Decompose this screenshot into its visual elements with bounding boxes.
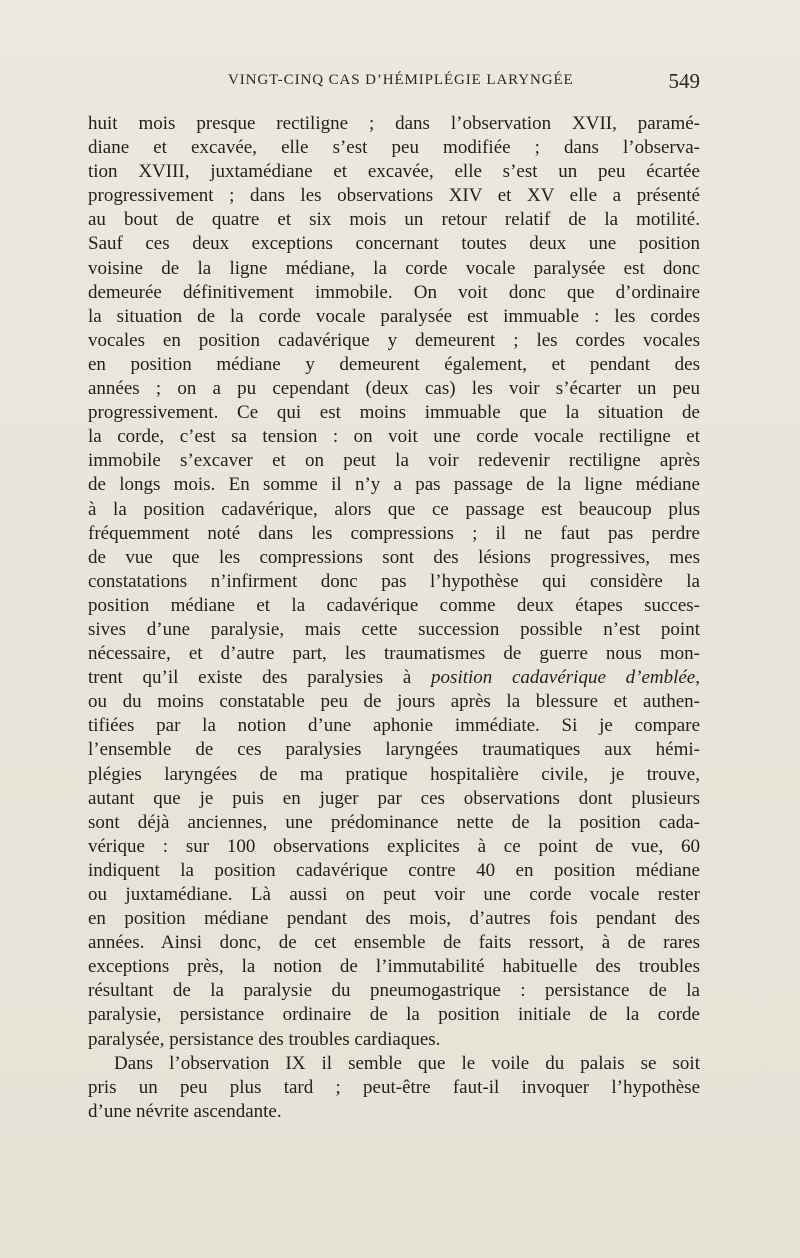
- text-line: position médiane et la cadavérique comme deux étapes succes-: [88, 594, 700, 616]
- text-line: Dans l’observation IX il semble que le voile du palais se soit: [114, 1052, 700, 1074]
- text-line: pris un peu plus tard ; peut-être faut-il invoquer l’hypothèse: [88, 1076, 700, 1098]
- text-line: fréquemment noté dans les compressions ; il ne faut pas perdre: [88, 522, 700, 544]
- text-line: exceptions près, la notion de l’immutabilité habituelle des troubles: [88, 956, 700, 978]
- text-line: nécessaire, et d’autre part, les traumatismes de guerre nous mon-: [88, 643, 700, 665]
- text-line: au bout de quatre et six mois un retour relatif de la motilité.: [88, 209, 700, 231]
- text-line: la corde, c’est sa tension : on voit une corde vocale rectiligne et: [88, 426, 700, 448]
- text-line: à la position cadavérique, alors que ce passage est beaucoup plus: [88, 498, 700, 520]
- text-segment: trent qu’il existe des paralysies à: [88, 667, 432, 689]
- text-line: diane et excavée, elle s’est peu modifiée ; dans l’observa-: [88, 137, 700, 159]
- text-line: paralysie, persistance ordinaire de la position initiale de la corde: [88, 1004, 700, 1026]
- text-line: huit mois presque rectiligne ; dans l’observation XVII, paramé-: [88, 113, 700, 134]
- text-line: plégies laryngées de ma pratique hospitalière civile, je trouve,: [88, 763, 700, 785]
- text-line: progressivement. Ce qui est moins immuable que la situation de: [88, 402, 700, 424]
- page-number: 549: [668, 69, 700, 93]
- text-line: tifiées par la notion d’une aphonie immédiate. Si je compare: [88, 715, 700, 737]
- text-line: progressivement ; dans les observations XIV et XV elle a présenté: [88, 185, 700, 207]
- text-line: tion XVIII, juxtamédiane et excavée, elle s’est un peu écartée: [88, 161, 700, 183]
- text-line: paralysée, persistance des troubles cardiaques.: [88, 1028, 441, 1050]
- text-line: voisine de la ligne médiane, la corde vocale paralysée est donc: [88, 257, 700, 279]
- italic-text: position cadavérique d’emblée: [431, 667, 696, 689]
- text-line: en position médiane pendant des mois, d’autres fois pendant des: [88, 908, 700, 930]
- text-line: indiquent la position cadavérique contre 40 en position médiane: [88, 859, 700, 881]
- text-line: demeurée définitivement immobile. On voit donc que d’ordinaire: [88, 281, 700, 303]
- text-line: immobile s’excaver et on peut la voir redevenir rectiligne après: [88, 450, 700, 472]
- text-line: d’une névrite ascendante.: [88, 1100, 282, 1122]
- text-line: l’ensemble de ces paralysies laryngées traumatiques aux hémi-: [88, 739, 700, 761]
- text-line: années. Ainsi donc, de cet ensemble de faits ressort, à de rares: [88, 932, 700, 954]
- main-text: [88, 112, 700, 1124]
- text-line: en position médiane y demeurent également, et pendant des: [88, 353, 700, 375]
- text-line: ou du moins constatable peu de jours après la blessure et authen-: [88, 691, 700, 713]
- running-head: VINGT-CINQ CAS D’HÉMIPLÉGIE LARYNGÉE: [228, 72, 574, 88]
- text-line: [88, 666, 700, 690]
- text-line: la situation de la corde vocale paralysée est immuable : les cordes: [88, 305, 700, 327]
- text-line: vérique : sur 100 observations explicites à ce point de vue, 60: [88, 835, 700, 857]
- text-segment: ,: [695, 667, 700, 689]
- text-line: sives d’une paralysie, mais cette succession possible n’est point: [88, 618, 700, 640]
- text-line: sont déjà anciennes, une prédominance nette de la position cada-: [88, 811, 700, 833]
- text-line: autant que je puis en juger par ces observations dont plusieurs: [88, 787, 700, 809]
- text-line: résultant de la paralysie du pneumogastrique : persistance de la: [88, 980, 700, 1002]
- text-line: vocales en position cadavérique y demeurent ; les cordes vocales: [88, 329, 700, 351]
- text-line: ou juxtamédiane. Là aussi on peut voir une corde vocale rester: [88, 884, 700, 905]
- text-line: Sauf ces deux exceptions concernant toutes deux une position: [88, 233, 700, 255]
- text-line: de vue que les compressions sont des lésions progressives, mes: [88, 546, 700, 568]
- page-header: [88, 69, 700, 98]
- text-line: années ; on a pu cependant (deux cas) les voir s’écarter un peu: [88, 378, 700, 400]
- text-line: de longs mois. En somme il n’y a pas passage de la ligne médiane: [88, 474, 700, 496]
- text-line: constatations n’infirment donc pas l’hypothèse qui considère la: [88, 570, 700, 592]
